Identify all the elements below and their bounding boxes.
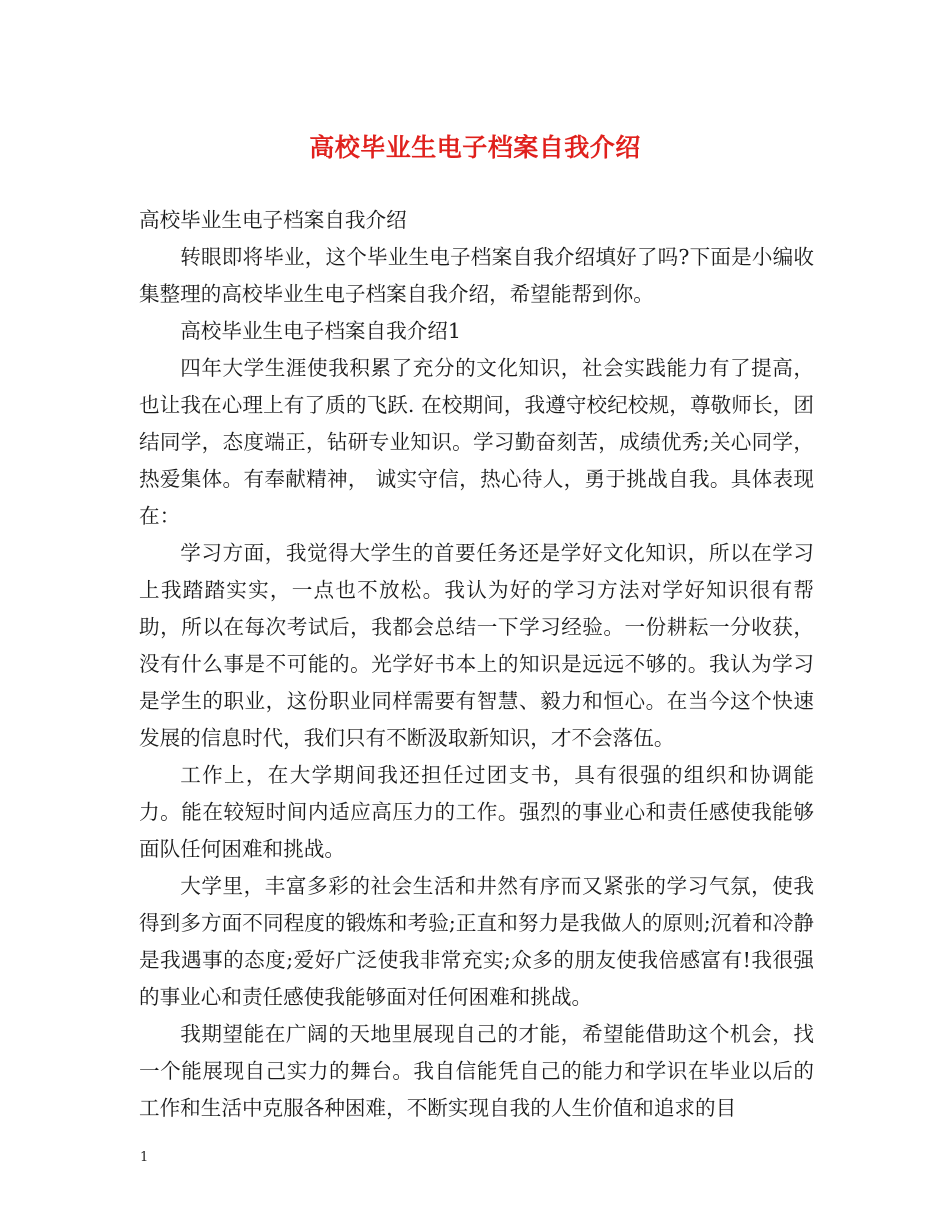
- paragraph-section-title: 高校毕业生电子档案自我介绍1: [180, 319, 462, 343]
- document-title: 高校毕业生电子档案自我介绍: [309, 133, 641, 162]
- paragraph-intro: 转眼即将毕业，这个毕业生电子档案自我介绍填好了吗?下面是小编收集整理的高校毕业生电子档案自我介绍，希望能帮到你。: [139, 245, 814, 306]
- paragraph-work: 工作上，在大学期间我还担任过团支书，具有很强的组织和协调能力。能在较短时间内适应高压力的工作。强烈的事业心和责任感使我能够面队任何困难和挑战。: [139, 763, 814, 861]
- paragraph-expectation: 我期望能在广阔的天地里展现自己的才能，希望能借助这个机会，找一个能展现自己实力的舞台。我自信能凭自己的能力和学识在毕业以后的工作和生活中克服各种困难，不断实现自我的人生价值和追求的目: [139, 1022, 814, 1120]
- paragraph-overview: 四年大学生涯使我积累了充分的文化知识，社会实践能力有了提高，也让我在心理上有了质的飞跃. 在校期间，我遵守校纪校规，尊敬师长，团结同学，态度端正，钻研专业知识。学习勤奋刻苦，成绩优秀;关心同学，热爱集体。有奉献精神， 诚实守信，热心待人，勇于挑战自我。具体表现在：: [139, 356, 814, 528]
- paragraph-study: 学习方面，我觉得大学生的首要任务还是学好文化知识，所以在学习上我踏踏实实，一点也不放松。我认为好的学习方法对学好知识很有帮助，所以在每次考试后，我都会总结一下学习经验。一份耕耘一分收获，没有什么事是不可能的。光学好书本上的知识是远远不够的。我认为学习是学生的职业，这份职业同样需要有智慧、毅力和恒心。在当今这个快速发展的信息时代，我们只有不断汲取新知识，才不会落伍。: [139, 541, 814, 750]
- paragraph-heading: 高校毕业生电子档案自我介绍: [139, 208, 407, 232]
- document-body: [139, 202, 814, 1127]
- page-number: 1: [140, 1150, 149, 1165]
- paragraph-university-life: 大学里，丰富多彩的社会生活和井然有序而又紧张的学习气氛，使我得到多方面不同程度的锻炼和考验;正直和努力是我做人的原则;沉着和冷静是我遇事的态度;爱好广泛使我非常充实;众多的朋友使我倍感富有!我很强的事业心和责任感使我能够面对任何困难和挑战。: [139, 874, 814, 1009]
